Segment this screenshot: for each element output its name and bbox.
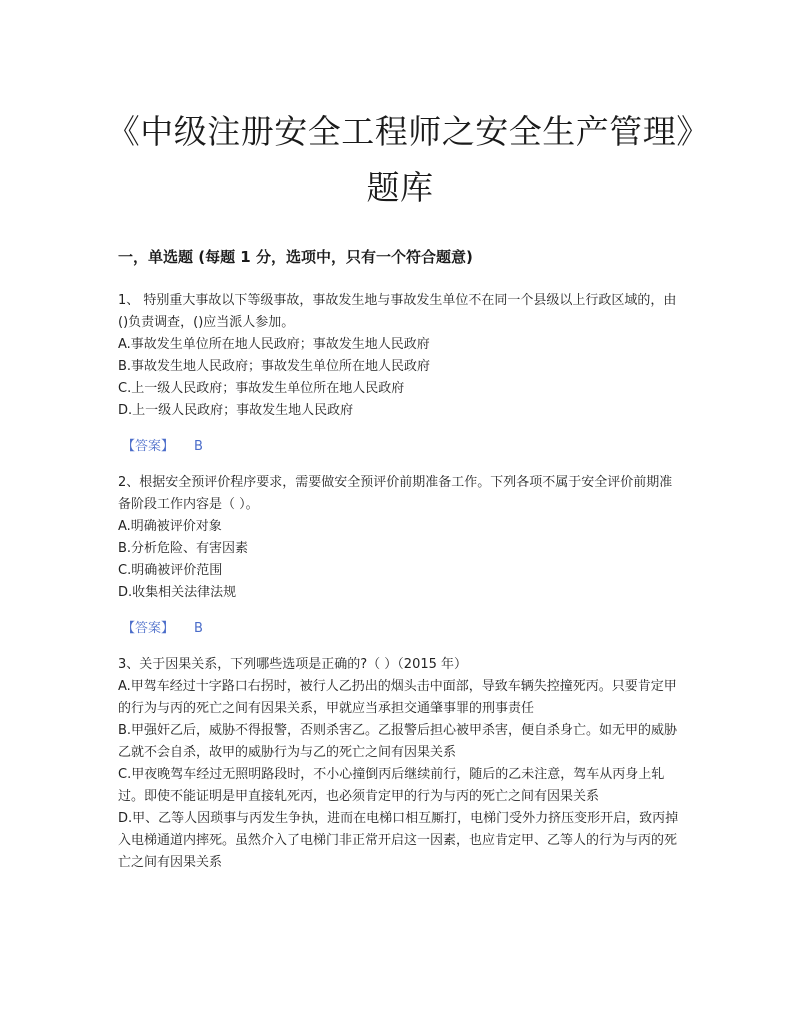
question-stem: 1、 特别重大事故以下等级事故，事故发生地与事故发生单位不在同一个县级以上行政区域的，由()负责调查，()应当派人参加。 bbox=[118, 293, 677, 330]
question-1 bbox=[118, 290, 684, 458]
option-c: C.甲夜晚驾车经过无照明路段时，不小心撞倒丙后继续前行，随后的乙未注意，驾车从丙身上轧过。即使不能证明是甲直接轧死丙，也必须肯定甲的行为与丙的死亡之间有因果关系 bbox=[118, 767, 665, 804]
section-heading: 一，单选题 (每题 1 分，选项中，只有一个符合题意) bbox=[118, 248, 473, 266]
question-2 bbox=[118, 472, 684, 640]
option-b: B.甲强奸乙后，威胁不得报警，否则杀害乙。乙报警后担心被甲杀害，便自杀身亡。如无甲的威胁乙就不会自杀，故甲的威胁行为与乙的死亡之间有因果关系 bbox=[118, 723, 678, 760]
question-stem: 2、根据安全预评价程序要求，需要做安全预评价前期准备工作。下列各项不属于安全评价前期准备阶段工作内容是（ ）。 bbox=[118, 475, 673, 512]
question-list bbox=[118, 290, 684, 874]
answer-label: 【答案】 bbox=[122, 621, 175, 636]
option-a: A.事故发生单位所在地人民政府；事故发生地人民政府 bbox=[118, 337, 430, 352]
option-d: D.收集相关法律法规 bbox=[118, 585, 237, 600]
option-b: B.事故发生地人民政府；事故发生单位所在地人民政府 bbox=[118, 359, 431, 374]
answer-value: B bbox=[194, 439, 203, 454]
option-c: C.明确被评价范围 bbox=[118, 563, 223, 578]
document-title: 《中级注册安全工程师之安全生产管理》题库 bbox=[106, 112, 694, 207]
option-c: C.上一级人民政府；事故发生单位所在地人民政府 bbox=[118, 381, 405, 396]
option-d: D.甲、乙等人因琐事与丙发生争执，进而在电梯口相互厮打，电梯门受外力挤压变形开启，致丙掉入电梯通道内摔死。虽然介入了电梯门非正常开启这一因素，也应肯定甲、乙等人的行为与丙的死亡之间有因果关系 bbox=[118, 811, 679, 870]
answer-value: B bbox=[194, 621, 203, 636]
option-a: A.明确被评价对象 bbox=[118, 519, 222, 534]
question-stem: 3、关于因果关系，下列哪些选项是正确的?（ ）（2015 年） bbox=[118, 657, 468, 672]
answer-label: 【答案】 bbox=[122, 439, 175, 454]
option-b: B.分析危险、有害因素 bbox=[118, 541, 249, 556]
answer-line bbox=[118, 436, 684, 458]
question-3 bbox=[118, 654, 684, 874]
answer-line bbox=[118, 618, 684, 640]
option-a: A.甲驾车经过十字路口右拐时，被行人乙扔出的烟头击中面部，导致车辆失控撞死丙。只要肯定甲的行为与丙的死亡之间有因果关系，甲就应当承担交通肇事罪的刑事责任 bbox=[118, 679, 677, 716]
option-d: D.上一级人民政府；事故发生地人民政府 bbox=[118, 403, 354, 418]
